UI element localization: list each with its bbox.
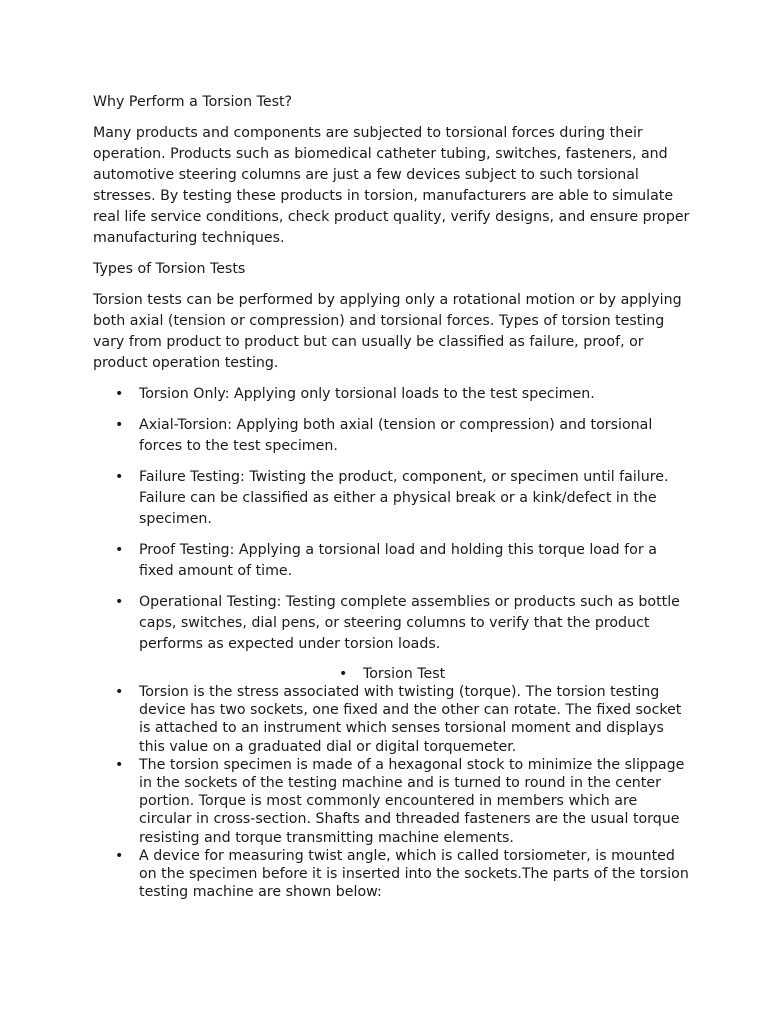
list-item-proof-testing: • Proof Testing: Applying a torsional load and holding this torque load for a fixed amount of time.: [93, 540, 693, 582]
paragraph-types: Torsion tests can be performed by applying only a rotational motion or by applying both axial (tension or compression) and torsional forces. Types of torsion testing vary from product to product but can usually be classified as failure, proof, or product operation testing.: [93, 292, 682, 371]
list-item-torsion-stress: • Torsion is the stress associated with twisting (torque). The torsion testing device has two sockets, one fixed and the other can rotate. The fixed socket is attached to an instrument which senses torsional moment and displays this value on a graduated dial or digital torquemeter.: [93, 683, 693, 756]
paragraph-why: Many products and components are subjected to torsional forces during their operation. Products such as biomedical catheter tubing, switches, fasteners, and automotive steering columns are just a few devices subject to such torsional stresses. By testing these products in torsion, manufacturers are able to simulate real life service conditions, check product quality, verify designs, and ensure proper manufacturing techniques.: [93, 125, 690, 246]
section-heading-why: Why Perform a Torsion Test?: [93, 94, 293, 110]
list-item-axial-torsion: • Axial-Torsion: Applying both axial (tension or compression) and torsional forces to the test specimen.: [93, 415, 693, 457]
list-item-torsiometer: • A device for measuring twist angle, which is called torsiometer, is mounted on the specimen before it is inserted into the sockets.The parts of the torsion testing machine are shown below:: [93, 847, 693, 902]
torsion-details-list: [93, 683, 693, 901]
section-heading-types: Types of Torsion Tests: [93, 261, 246, 277]
document-page: [93, 92, 693, 901]
test-types-list: [93, 384, 693, 655]
list-item-specimen: • The torsion specimen is made of a hexagonal stock to minimize the slippage in the sockets of the testing machine and is turned to round in the center portion. Torque is most commonly encountered in members which are circular in cross-section. Shafts and threaded fasteners are the usual torque resisting and torque transmitting machine elements.: [93, 756, 693, 847]
list-item-failure-testing: • Failure Testing: Twisting the product, component, or specimen until failure. Failure can be classified as either a physical break or a kink/defect in the specimen.: [93, 467, 693, 530]
list-item-torsion-only: • Torsion Only: Applying only torsional loads to the test specimen.: [93, 384, 693, 405]
list-item-operational-testing: • Operational Testing: Testing complete assemblies or products such as bottle caps, switches, dial pens, or steering columns to verify that the product performs as expected under torsion loads.: [93, 592, 693, 655]
list-item-torsion-test: • Torsion Test: [93, 665, 693, 683]
